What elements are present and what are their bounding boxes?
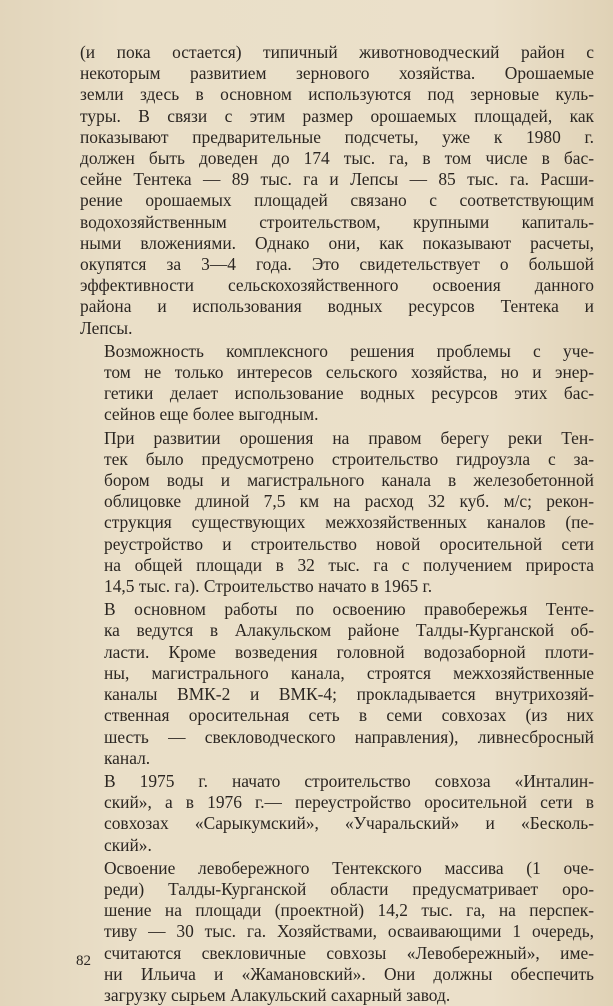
text-line: бором воды и магистрального канала в железобетонной xyxy=(104,470,594,491)
text-line: земли здесь в основном используются под зерновые куль- xyxy=(80,84,594,105)
text-line: шесть — свекловодческого направления), ливнесбросный xyxy=(104,726,594,747)
text-line: тек было предусмотрено строительство гидроузла с за- xyxy=(104,448,594,469)
text-line: сейнов еще более выгодным. xyxy=(104,404,319,425)
text-line: эффективности сельскохозяйственного освоения данного xyxy=(80,275,594,296)
text-line: тиву — 30 тыс. га. Хозяйствами, осваивающими 1 очередь, xyxy=(104,921,594,942)
text-line: Лепсы. xyxy=(80,317,133,338)
text-line: считаются свекловичные совхозы «Левобережный», име- xyxy=(104,942,594,963)
text-line: на общей площади в 32 тыс. га с получением прироста xyxy=(104,554,594,575)
text-line: ка ведутся в Алакульском районе Талды-Курганской об- xyxy=(104,620,594,641)
text-line: реди) Талды-Курганской области предусматривает оро- xyxy=(104,878,594,899)
text-line: Освоение левобережного Тентекского массива (1 оче- xyxy=(104,857,594,878)
text-line: показывают предварительные подсчеты, уже к 1980 г. xyxy=(80,126,594,147)
text-line: В основном работы по освоению правобережья Тенте- xyxy=(104,599,594,620)
text-line: некоторым развитием зернового хозяйства. Орошаемые xyxy=(80,63,594,84)
text-line: реустройство и строительство новой оросительной сети xyxy=(104,533,594,554)
text-line: окупятся за 3—4 года. Это свидетельствует о большой xyxy=(80,254,594,275)
text-line: туры. В связи с этим размер орошаемых площадей, как xyxy=(80,105,594,126)
text-line: канал. xyxy=(104,747,151,768)
text-line: ными вложениями. Однако они, как показывают расчеты, xyxy=(80,232,594,253)
text-line: 14,5 тыс. га). Строительство начато в 1965 г. xyxy=(104,576,433,597)
text-line: (и пока остается) типичный животноводческий район с xyxy=(80,42,594,62)
paragraph xyxy=(80,599,594,769)
text-line: При развитии орошения на правом берегу реки Тен- xyxy=(104,427,594,448)
text-line: водохозяйственным строительством, крупными капиталь- xyxy=(80,211,594,232)
text-line: струкция существующих межхозяйственных каналов (пе- xyxy=(104,512,594,533)
paragraph xyxy=(80,42,594,339)
page-number: 82 xyxy=(76,953,91,969)
text-line: В 1975 г. начато строительство совхоза «Инталин- xyxy=(104,770,594,791)
text-line: ский», а в 1976 г.— переустройство оросительной сети в xyxy=(104,792,594,813)
text-line: том не только интересов сельского хозяйства, но и энер- xyxy=(104,362,594,383)
paragraph xyxy=(80,428,594,598)
text-line: ский». xyxy=(104,834,152,855)
text-line: Возможность комплексного решения проблемы с уче- xyxy=(104,340,594,361)
text-line: ственная оросительная сеть в семи совхозах (из них xyxy=(104,705,594,726)
page-text xyxy=(80,42,594,1006)
text-line: района и использования водных ресурсов Тентека и xyxy=(80,296,594,317)
text-line: должен быть доведен до 174 тыс. га, в том числе в бас- xyxy=(80,148,594,169)
text-line: гетики делает использование водных ресурсов этих бас- xyxy=(104,383,594,404)
paragraph xyxy=(80,858,594,1006)
text-line: загрузку сырьем Алакульский сахарный завод. xyxy=(104,984,451,1005)
text-line: облицовке длиной 7,5 км на расход 32 куб. м/с; рекон- xyxy=(104,491,594,512)
paragraph xyxy=(80,771,594,856)
text-line: рение орошаемых площадей связано с соответствующим xyxy=(80,190,594,211)
text-line: ни Ильича и «Жамановский». Они должны обеспечить xyxy=(104,963,594,984)
text-line: ласти. Кроме возведения головной водозаборной плоти- xyxy=(104,641,594,662)
text-line: ны, магистрального канала, строятся межхозяйственные xyxy=(104,662,594,683)
text-line: совхозах «Сарыкумский», «Учаральский» и «Бесколь- xyxy=(104,813,594,834)
paragraph xyxy=(80,341,594,426)
text-line: сейне Тентека — 89 тыс. га и Лепсы — 85 тыс. га. Расши- xyxy=(80,169,594,190)
text-line: шение на площади (проектной) 14,2 тыс. га, на перспек- xyxy=(104,900,594,921)
text-line: каналы ВМК-2 и ВМК-4; прокладывается внутрихозяй- xyxy=(104,684,594,705)
